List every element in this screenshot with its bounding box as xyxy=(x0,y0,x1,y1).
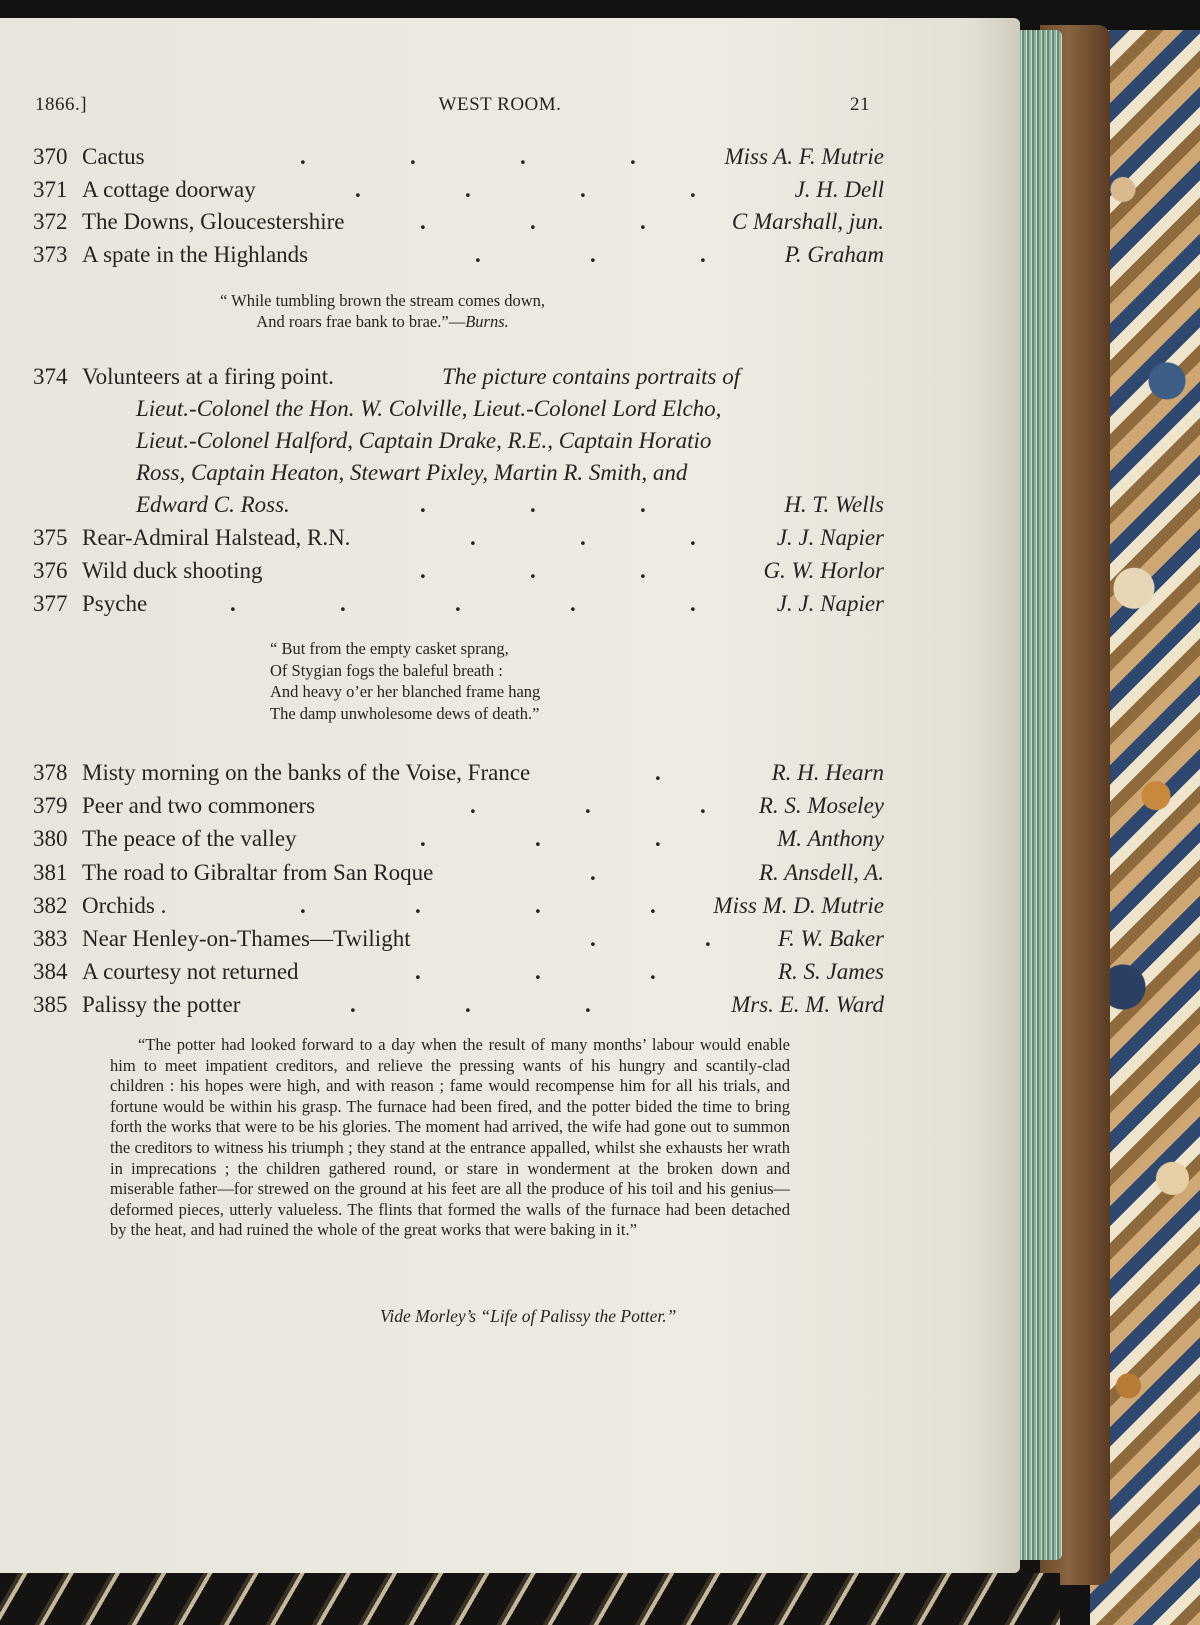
entry-artist: Mrs. E. M. Ward xyxy=(731,992,884,1017)
description-line: Edward C. Ross. . . . H. T. Wells xyxy=(0,488,1000,522)
entry-title: A spate in the Highlands xyxy=(82,242,309,267)
entry-number: 380 xyxy=(33,826,68,851)
catalogue-entry: 382 Orchids . . . . . Miss M. D. Mutrie xyxy=(0,889,1000,923)
entry-title: Wild duck shooting xyxy=(82,558,263,583)
entry-artist: J. J. Napier xyxy=(776,525,884,550)
entry-title: Palissy the potter xyxy=(82,992,241,1017)
quote-line: “ While tumbling brown the stream comes down, xyxy=(220,291,546,310)
quote-line: And heavy o’er her blanched frame hang xyxy=(270,682,541,701)
catalogue-entry: 383 Near Henley-on-Thames—Twilight . . F. W. Baker xyxy=(0,922,1000,956)
quote-paragraph: “The potter had looked forward to a day when the result of many months’ labour would enable him to meet impatient creditors, and relieve the pressing wants of his hungry and scantily-clad children : his hopes were high, and with reason ; fame would recompense him for all his trials, and fortune would be within his grasp. The furnace had been fired, and the potter bided the time to bring forth the works that were to be his glories. The moment had arrived, the wife had gone out to summon the creditors to witness his triumph ; they stand at the entrance appalled, whilst she exhausts her wrath in imprecations ; the children gathered round, or stare in wonderment at the broken down and miserable father—for strewed on the ground at his feet are all the produce of his toil and his genius—deformed pieces, utterly valueless. The flints that formed the walls of the furnace had been detached by the heat, and had ruined the whole of the great works that were baking in it.” xyxy=(110,1035,790,1240)
catalogue-entry: 385 Palissy the potter . . . Mrs. E. M. Ward xyxy=(0,988,1000,1022)
entry-title: The Downs, Gloucestershire xyxy=(82,209,345,234)
entry-number: 384 xyxy=(33,959,68,984)
catalogue-entry: 379 Peer and two commoners . . . R. S. Moseley xyxy=(0,789,1000,823)
entry-title: The road to Gibraltar from San Roque xyxy=(82,860,434,885)
description-line: Ross, Captain Heaton, Stewart Pixley, Martin R. Smith, and xyxy=(136,460,688,485)
description-line: The picture contains portraits of xyxy=(442,364,741,389)
entry-title: Misty morning on the banks of the Voise, France xyxy=(82,760,531,785)
description-line: Lieut.-Colonel Halford, Captain Drake, R.E., Captain Horatio xyxy=(136,428,712,453)
catalogue-entry: 384 A courtesy not returned . . . R. S. James xyxy=(0,955,1000,989)
entry-number: 377 xyxy=(33,591,68,616)
catalogue-entry: 377 Psyche . . . . . J. J. Napier xyxy=(0,587,1000,621)
entry-artist: Miss M. D. Mutrie xyxy=(713,893,884,918)
catalogue-entry: 381 The road to Gibraltar from San Roque . R. Ansdell, A. xyxy=(0,856,1000,890)
catalogue-entry: 375 Rear-Admiral Halstead, R.N. . . . J. J. Napier xyxy=(0,521,1000,555)
entry-artist: M. Anthony xyxy=(777,826,884,851)
entry-title: Peer and two commoners xyxy=(82,793,316,818)
entry-title: Psyche xyxy=(82,591,148,616)
catalogue-entry: 376 Wild duck shooting . . . G. W. Horlor xyxy=(0,554,1000,588)
entry-title: Near Henley-on-Thames—Twilight xyxy=(82,926,411,951)
quote-line: The damp unwholesome dews of death.” xyxy=(270,703,540,723)
quote-line: Of Stygian fogs the baleful breath : xyxy=(270,660,503,680)
quote-burns xyxy=(220,290,545,332)
entry-number: 379 xyxy=(33,793,68,818)
entry-number: 382 xyxy=(33,893,68,918)
catalogue-entry: 372 The Downs, Gloucestershire . . . C Marshall, jun. xyxy=(0,205,1000,239)
catalogue-entry: 380 The peace of the valley . . . M. Anthony xyxy=(0,822,1000,856)
entry-title: Volunteers at a firing point. xyxy=(82,364,334,389)
catalogue-entry: 370 Cactus . . . . Miss A. F. Mutrie xyxy=(0,140,1000,174)
entry-title: Rear-Admiral Halstead, R.N. xyxy=(82,525,351,550)
entry-artist: R. H. Hearn xyxy=(771,760,884,785)
entry-artist: G. W. Horlor xyxy=(763,558,884,583)
entry-number: 383 xyxy=(33,926,68,951)
marbled-bottom-strip xyxy=(0,1573,1060,1625)
quote-line-with-author: And roars frae bank to brae.”—Burns. xyxy=(256,312,509,331)
entry-artist: C Marshall, jun. xyxy=(731,209,884,234)
header-title: WEST ROOM. xyxy=(438,94,562,115)
quote-line: “ But from the empty casket sprang, xyxy=(270,639,509,658)
quote-source: Vide Morley’s “Life of Palissy the Potter.” xyxy=(380,1306,677,1326)
entry-number: 385 xyxy=(33,992,68,1017)
entry-title: Cactus xyxy=(82,144,145,169)
entry-artist: R. S. Moseley xyxy=(758,793,884,818)
catalogue-entry: 371 A cottage doorway . . . . J. H. Dell xyxy=(0,173,1000,207)
entry-number: 374 xyxy=(33,364,68,389)
quote-palissy xyxy=(110,1035,790,1241)
entry-number: 378 xyxy=(33,760,68,785)
entry-title: Orchids . xyxy=(82,893,167,918)
entry-number: 376 xyxy=(33,558,68,583)
entry-artist: J. J. Napier xyxy=(776,591,884,616)
catalogue-entry: 378 Misty morning on the banks of the Voise, France . R. H. Hearn xyxy=(0,756,1000,790)
catalogue-entry xyxy=(0,360,1000,394)
header-page-number: 21 xyxy=(850,94,870,115)
entry-artist: J. H. Dell xyxy=(794,177,884,202)
entry-artist: F. W. Baker xyxy=(777,926,884,951)
quote-psyche xyxy=(270,638,540,724)
description-line: Lieut.-Colonel the Hon. W. Colville, Lieut.-Colonel Lord Elcho, xyxy=(136,396,722,421)
entry-number: 372 xyxy=(33,209,68,234)
entry-number: 375 xyxy=(33,525,68,550)
entry-number: 371 xyxy=(33,177,68,202)
entry-title: A cottage doorway xyxy=(82,177,256,202)
entry-artist: Miss A. F. Mutrie xyxy=(724,144,884,169)
quote-author: Burns. xyxy=(465,312,509,331)
entry-number: 373 xyxy=(33,242,68,267)
catalogue-entry: 373 A spate in the Highlands . . . P. Graham xyxy=(0,238,1000,272)
entry-artist: P. Graham xyxy=(784,242,884,267)
entry-artist: R. Ansdell, A. xyxy=(758,860,884,885)
entry-artist: H. T. Wells xyxy=(784,492,884,517)
entry-number: 370 xyxy=(33,144,68,169)
header-year: 1866.] xyxy=(35,94,88,115)
entry-number: 381 xyxy=(33,860,68,885)
entry-artist: R. S. James xyxy=(777,959,884,984)
entry-title: A courtesy not returned xyxy=(82,959,299,984)
entry-title: The peace of the valley xyxy=(82,826,297,851)
